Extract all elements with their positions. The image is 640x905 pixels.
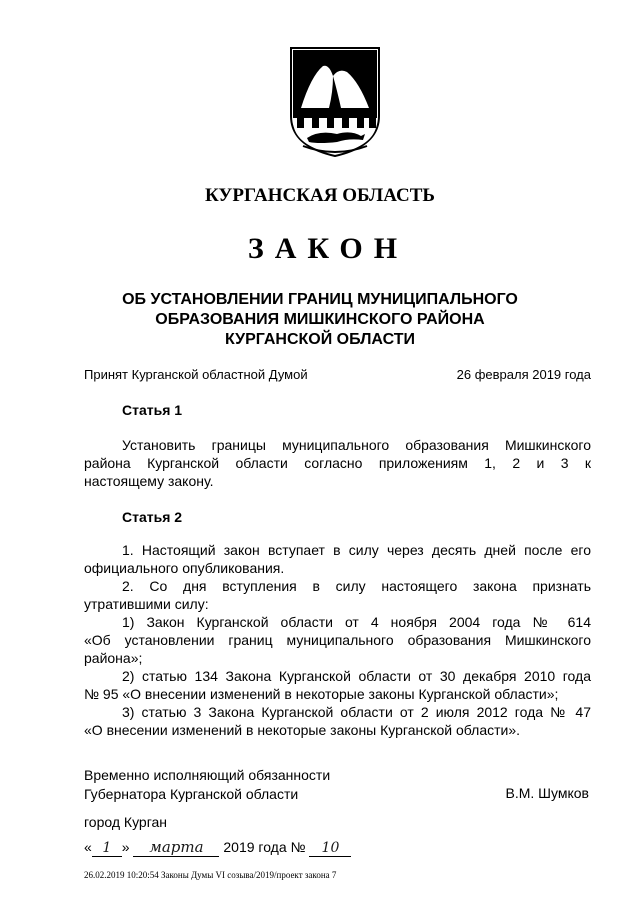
law-title-line: ОБ УСТАНОВЛЕНИИ ГРАНИЦ МУНИЦИПАЛЬНОГО [122, 291, 518, 308]
text-line: утратившими силу: [84, 596, 209, 612]
text-line: района»; [84, 650, 143, 666]
signing-date-line [84, 838, 351, 857]
text-line: № 95 «О внесении изменений в некоторые законы Курганской области»; [84, 686, 559, 702]
article-1-text [84, 436, 591, 490]
text-line: настоящему закону. [84, 473, 214, 489]
document-type: ЗАКОН [247, 232, 409, 265]
text-line: «О внесении изменений в некоторые законы Курганской области». [84, 722, 521, 738]
law-title [90, 290, 550, 350]
text-line: 1. Настоящий закон вступает в силу через десять дней после его [122, 542, 591, 558]
article-1-heading: Статья 1 [122, 402, 183, 418]
text-line: Установить границы муниципального образования Мишкинского [122, 437, 591, 453]
footer-file-info: 26.02.2019 10:20:54 Законы Думы VI созыва/2019/проект закона 7 [84, 870, 337, 880]
law-title-line: КУРГАНСКОЙ ОБЛАСТИ [224, 331, 416, 348]
handwritten-number: 10 [309, 840, 351, 857]
handwritten-month: марта [133, 838, 219, 857]
position-line: Временно исполняющий обязанности [84, 767, 331, 783]
text-line: района Курганской области согласно приложениям 1, 2 и 3 к [84, 455, 591, 471]
article-2-text [84, 541, 591, 739]
region-title: КУРГАНСКАЯ ОБЛАСТЬ [205, 185, 435, 206]
text-line: 2. Со дня вступления в силу настоящего закона признать [122, 578, 591, 594]
handwritten-day: 1 [92, 840, 122, 857]
text-line: 3) статью 3 Закона Курганской области от 2 июля 2012 года № 47 [122, 704, 591, 720]
close-quote: » [121, 839, 130, 855]
text-line: 2) статью 134 Закона Курганской области от 30 декабря 2010 года [122, 668, 591, 684]
place-of-signing: город Курган [84, 814, 168, 830]
text-line: «Об установлении границ муниципального образования Мишкинского [84, 632, 591, 648]
adoption-date: 26 февраля 2019 года [456, 367, 591, 382]
law-title-line: ОБРАЗОВАНИЯ МИШКИНСКОГО РАЙОНА [155, 311, 485, 328]
year-text: 2019 года № [223, 839, 306, 855]
text-line: 1) Закон Курганской области от 4 ноября 2004 года № 614 [122, 614, 591, 630]
open-quote: « [84, 839, 92, 855]
signatory-name: В.М. Шумков [505, 785, 589, 801]
coat-of-arms-icon [289, 46, 381, 158]
adopted-by: Принят Курганской областной Думой [84, 367, 308, 382]
text-line: официального опубликования. [84, 560, 285, 576]
position-line: Губернатора Курганской области [84, 786, 299, 802]
article-2-heading: Статья 2 [122, 509, 183, 525]
signatory-position [84, 766, 330, 804]
